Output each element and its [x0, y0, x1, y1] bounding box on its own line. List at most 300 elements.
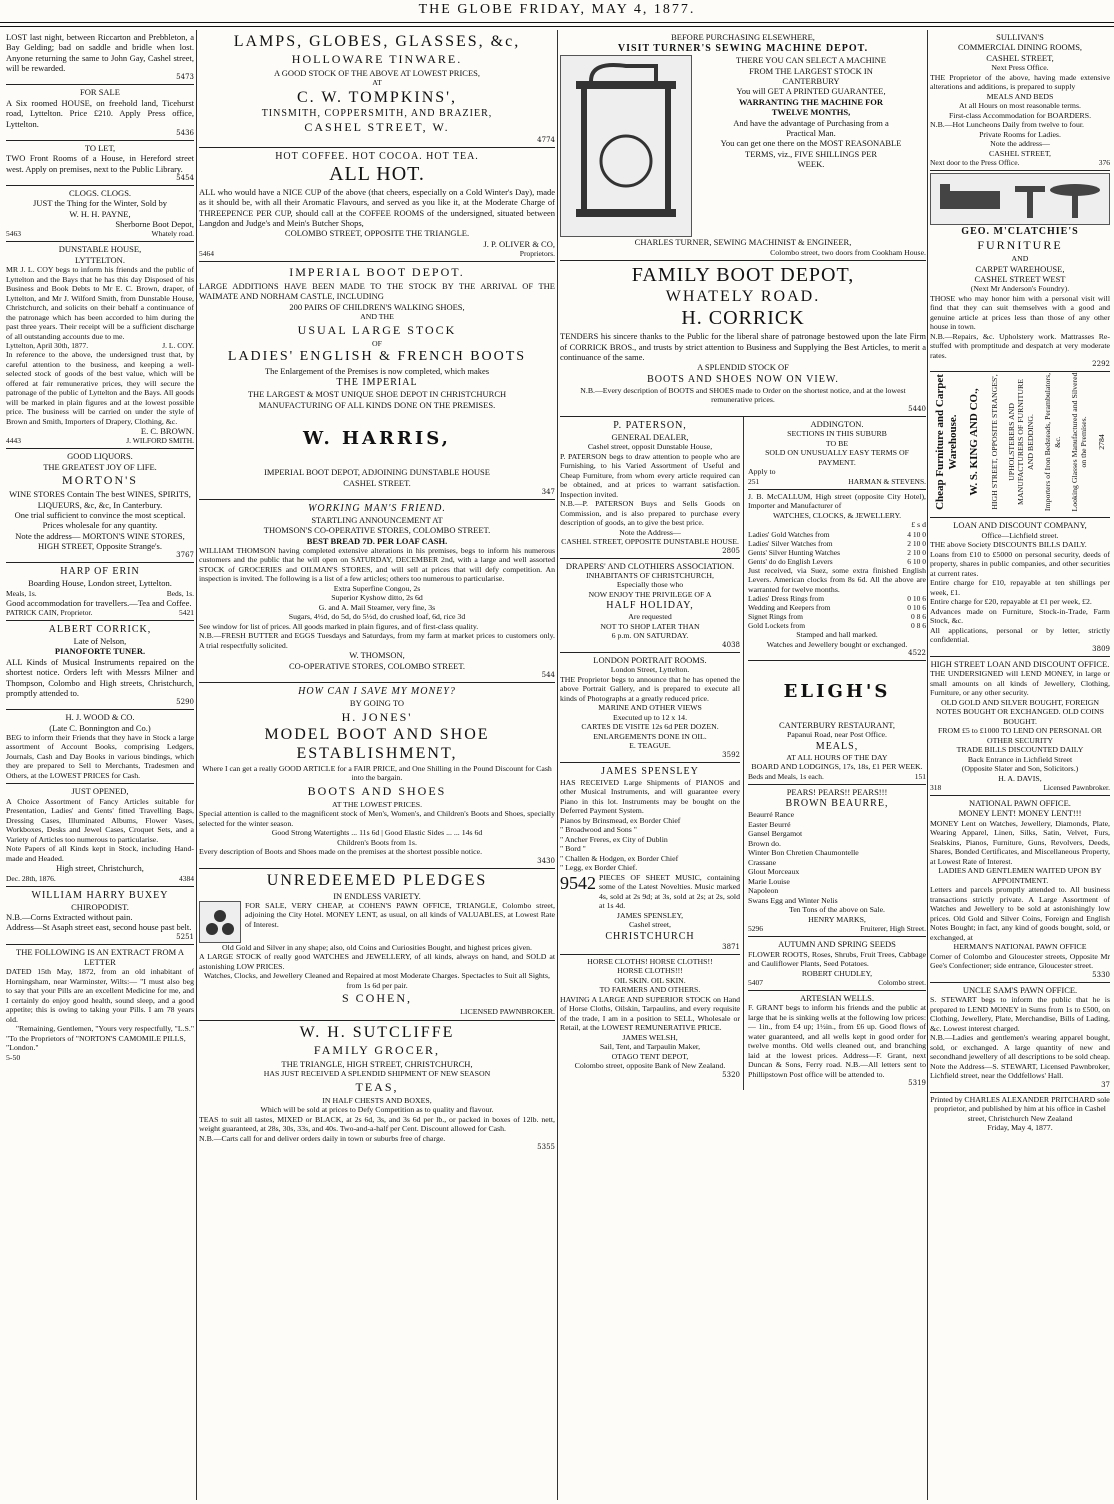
- ad-loan-discount: [930, 518, 1110, 656]
- ad-text: LOST last night, between Riccarton and Prebbleton, a Bay Gelding; bad on saddle and bridle when lost. Anyone returning the same to John Gay, Cashel street, will be rewarded.: [6, 32, 194, 74]
- column-2: [199, 30, 555, 1500]
- ad-address: (Next Mr Anderson's Foundry).: [970, 284, 1070, 294]
- list-item: " Bord ": [560, 844, 586, 854]
- ad-text: P. PATERSON begs to draw attention to people who are Furnishing, to his Varied Assortment of Useful and Cheap Furniture, from whom every article required can be obtained, and at prices to warrant satisfaction. Inspection invited.: [560, 451, 740, 499]
- ad-heading: JAMES SPENSLEY: [601, 765, 699, 777]
- ad-brand: MORTON'S: [62, 473, 138, 488]
- ad-address: Next door to the Press Office.: [930, 158, 1020, 168]
- ad-wood: [6, 710, 194, 784]
- ad-uncle-sams: [930, 983, 1110, 1093]
- ad-heading: THE GREATEST JOY OF LIFE.: [43, 461, 157, 472]
- ad-address: CASHEL STREET WEST: [974, 273, 1066, 284]
- ad-text: Stamped and hall marked.: [796, 630, 878, 640]
- ad-number: 5464: [199, 249, 214, 259]
- ad-and: AND: [1011, 254, 1029, 264]
- ad-text: Watches and Jewellery bought or exchanged.: [766, 639, 908, 649]
- ad-address: CASHEL STREET,: [986, 52, 1054, 63]
- ad-line: WARRANTING THE MACHINE FOR: [738, 96, 884, 107]
- ad-text: One trial sufficient to convince the most sceptical. Prices wholesale for any quantity.: [14, 509, 186, 531]
- ad-line: CANTERBURY: [782, 76, 840, 87]
- ad-of: OF: [372, 338, 382, 348]
- list-item: Easter Beurré: [748, 819, 791, 829]
- ad-text: THOSE who may honor him with a personal visit will find that they can suit themselves with a good and genuine article at prices less than those of any other house in town.: [930, 293, 1110, 332]
- ad-address: Note the address— MORTON'S WINE STORES, HIGH STREET, Opposite Strange's.: [15, 530, 185, 551]
- ad-heading: PEARS! PEARS!! PEARS!!!: [786, 786, 888, 797]
- ad-text: FROM £5 to £1000 TO LEND ON PERSONAL OR OTHER SECURITY: [937, 726, 1103, 745]
- ad-heading: THE FOLLOWING IS AN EXTRACT FROM A LETTER: [16, 946, 184, 968]
- ad-big-number: 9542: [560, 872, 596, 893]
- list-item: Superior Kyshow ditto, 2s 6d: [331, 593, 423, 603]
- ad-text: Beds and Meals, 1s each.: [748, 771, 824, 781]
- ad-camomile-pills: [6, 945, 194, 1066]
- ad-text: Looking Glasses Manufactured and Silvered on the Premises.: [1069, 372, 1089, 512]
- sewing-machine-illustration: [560, 55, 692, 237]
- column-4: [930, 30, 1110, 1500]
- ad-name: W. S. KING AND CO.,: [968, 388, 981, 496]
- ad-signature: "Remaining, Gentlemen, "Yours very respectfully, "L.S.": [15, 1024, 194, 1034]
- ad-role: Fruiterer, High Street.: [860, 924, 926, 934]
- ad-role: Licensed Pawnbroker.: [1043, 783, 1110, 793]
- ad-line: THERE YOU CAN SELECT A MACHINE: [736, 55, 886, 66]
- ad-number: 4443: [6, 436, 21, 446]
- ad-text: Back Entrance in Lichfield Street: [967, 754, 1073, 764]
- ad-national-pawn: [930, 796, 1110, 983]
- ad-signature: H. A. DAVIS,: [998, 773, 1042, 783]
- ad-text: Entire charge for £10, repayable at ten shillings per week, £1.: [930, 578, 1110, 597]
- imprint-text: Printed by CHARLES ALEXANDER PRITCHARD sole proprietor, and published by him at his office in Cashel street, Christchurch New Zealand: [930, 1094, 1110, 1123]
- ad-heading: USUAL LARGE STOCK: [297, 322, 457, 337]
- ad-heading: ADDINGTON.: [810, 418, 864, 429]
- ad-text: Advances made on Furniture, Stock-in-Trade, Farm Stock, &c.: [930, 606, 1110, 626]
- ad-text: BEG to inform their Friends that they have in Stock a large assortment of Account Books, comprising Ledgers, Journals, Cash and Day Books in various bindings, which they are prepared to Sell to Merchants, Tradesmen and Others, at the LOWEST PRICES for Cash.: [6, 732, 194, 780]
- ad-address: CASHEL STREET, W.: [304, 119, 450, 134]
- list-item: Glout Morceaux: [748, 867, 800, 877]
- ad-heading: LOAN AND DISCOUNT COMPANY,: [953, 520, 1087, 531]
- ad-role: Proprietors.: [519, 249, 555, 259]
- ad-heading: ELIGH'S: [783, 681, 891, 703]
- ad-line: You will GET A PRINTED GUARANTEE,: [736, 86, 886, 97]
- ad-text: A SPLENDID STOCK OF: [697, 362, 789, 373]
- ad-text: 6 p.m. ON SATURDAY.: [611, 631, 689, 641]
- column-divider: [927, 30, 928, 1500]
- ad-address: Cashel street,: [628, 920, 671, 930]
- ad-role: Sail, Tent, and Tarpaulin Maker,: [599, 1042, 701, 1052]
- ad-text: A Choice Assortment of Fancy Articles suitable for Presentation, Ladies' and Gents' fitted Travelling Bags, Dressing Cases, Illuminated Albums, Flower Vases, Workboxes, Desks and Jewel Cases, Croquet Sets, and a Variety of Articles too numerous to particularise.: [6, 796, 194, 844]
- ad-line: And have the advantage of Purchasing from a: [733, 117, 889, 128]
- ad-address: IMPERIAL BOOT DEPOT, ADJOINING DUNSTABLE HOUSE: [264, 467, 490, 478]
- ad-text: FLOWER ROOTS, Roses, Shrubs, Fruit Trees, Cabbage and Cauliflower Plants, Seed Potatoes.: [748, 949, 926, 969]
- list-item: " Broadwood and Sons ": [560, 825, 637, 835]
- ad-text: Good accommodation for travellers.—Tea and Coffee.: [6, 597, 192, 608]
- ad-heading: NATIONAL PAWN OFFICE.: [969, 798, 1071, 809]
- ad-heading: MONEY LENT! MONEY LENT!!!: [958, 808, 1082, 819]
- ad-number: 2805: [722, 546, 740, 555]
- ad-address: Address—St Asaph street east, second house past belt.: [6, 922, 192, 933]
- ad-text: PIECES OF SHEET MUSIC, containing some of the Latest Novelties. Music marked 4s, sold at 2s 9d; at 3s, sold at 2s; at 2s, sold at 1s 4d.: [599, 872, 740, 911]
- price-label: Wedding and Keepers from: [748, 603, 831, 613]
- ad-number: 5421: [179, 608, 194, 618]
- ad-text: F. GRANT begs to inform his friends and the public at large that he is sinking wells at the following low prices:— 1in., from £4 up; 1½in., from £6 up. Good flows of water guaranteed, and all wells kept in good order for twelve months. Old wells cleaned out, and branching laid at the lowest prices. Address—F. Grant, next Duncan & Sons, Ferry road. N.B.—All letters sent to Phillipstown Post office will be attended to.: [748, 1003, 926, 1079]
- ad-number: 5296: [748, 924, 763, 934]
- ad-heading: IMPERIAL BOOT DEPOT.: [289, 265, 465, 280]
- ad-just-opened: [6, 784, 194, 886]
- list-item: Winter Bon Chretien Chaumontelle: [748, 848, 859, 858]
- ad-signature: J. WILFORD SMITH.: [126, 436, 194, 446]
- ad-turner: [560, 30, 926, 261]
- ad-signature: W. THOMSON,: [349, 650, 405, 661]
- ad-text: CARTES DE VISITE 12s 6d PER DOZEN.: [581, 722, 719, 732]
- ad-heading: LADIES' ENGLISH & FRENCH BOOTS: [227, 349, 527, 365]
- ad-heading: WORKING MAN'S FRIEND.: [308, 502, 446, 514]
- ad-number: 5251: [176, 932, 194, 941]
- ad-address: Whately road.: [151, 229, 194, 239]
- ad-king: [930, 372, 1110, 518]
- ad-to-let: [6, 141, 194, 186]
- ad-text: Corner of Colombo and Gloucester streets, Opposite Mr Gee's Confectioner; side entrance, Gloucester street.: [930, 951, 1110, 971]
- ad-text: ENLARGEMENTS DONE IN OIL.: [593, 731, 707, 741]
- ad-heading: JUST OPENED,: [71, 786, 129, 797]
- column-3: [560, 30, 926, 1500]
- ad-text: MR J. L. COY begs to inform his friends and the public of Lyttelton and the Bays that he has this day Disposed of his Business and Book Debts to Mr E. C. Brown, draper, of Lyttelton, and Mr J. Wilford Smith, from Dunstable House, Christchurch, and solicits on their behalf a continuance of the patronage which has been accorded to him during the past three years. Their receipt will be a sufficient discharge of all outstanding accounts due to me.: [6, 265, 194, 341]
- ad-text: TO BE: [825, 438, 849, 448]
- ad-text: BEFORE PURCHASING ELSEWHERE,: [671, 32, 815, 42]
- ad-text: A GOOD STOCK OF THE ABOVE AT LOWEST PRICES,: [274, 68, 480, 78]
- ad-number: 3767: [176, 551, 194, 560]
- ad-note: Note the Address—: [619, 527, 681, 537]
- ad-text: Just received, via Suez, some extra finished English Levers. American clocks from 8s 6d. All the above are warranted for twelve months.: [748, 565, 926, 594]
- list-item: Extra Superfine Congou, 2s: [333, 583, 421, 593]
- ad-text: UPHOLSTERERS AND MANUFACTURERS OF FURNITURE AND BEDDING.: [1006, 379, 1035, 506]
- ad-heading: ALBERT CORRICK,: [48, 624, 152, 636]
- ad-text: THE above Society DISCOUNTS BILLS DAILY.: [930, 540, 1087, 550]
- ad-number: 376: [1098, 158, 1110, 168]
- ad-address: COLOMBO STREET, OPPOSITE THE TRIANGLE.: [284, 228, 470, 239]
- ad-heading: HOLLOWARE TINWARE.: [291, 52, 463, 66]
- ad-text: AT ALL HOURS OF THE DAY: [786, 752, 888, 762]
- ad-signature: CHARLES TURNER, SEWING MACHINIST & ENGINEER,: [634, 237, 852, 248]
- ad-text: HERMAN'S NATIONAL PAWN OFFICE: [953, 942, 1087, 952]
- ad-number: 318: [930, 783, 942, 793]
- ad-london-portrait-rooms: [560, 653, 740, 763]
- ad-text: BOARD AND LODGINGS, 17s, 18s, £1 PER WEEK.: [751, 762, 923, 772]
- ad-tompkins: [199, 30, 555, 148]
- ad-heading: CARPET WAREHOUSE,: [975, 263, 1065, 274]
- ad-text: Note Papers of all Kinds kept in Stock, including Hand-made and Headed.: [6, 844, 194, 863]
- ad-number: 251: [748, 476, 760, 486]
- ad-text: ALL Kinds of Musical Instruments repaired on the shortest notice. Orders left with Messrs Milner and Thompson, Colombo and High streets, Christchurch, promptly attended to.: [6, 656, 194, 698]
- column-3-right: [748, 417, 926, 1091]
- ad-text: LADIES AND GENTLEMEN WAITED UPON BY APPOINTMENT.: [938, 866, 1102, 885]
- ad-text: N.B.—Ladies and gentlemen's wearing apparel bought, sold, or exchanged. A large quantity of new and secondhand jewellery of all descriptions to be sold cheap.: [930, 1033, 1110, 1062]
- ad-high-street-loan: [930, 657, 1110, 796]
- ad-text: Boarding House, London street, Lyttelton.: [28, 578, 172, 589]
- ad-number: 2292: [1092, 360, 1110, 369]
- ad-number: 4522: [908, 649, 926, 658]
- price-value: 6 10 0: [907, 556, 926, 566]
- ad-heading: DUNSTABLE HOUSE,: [58, 244, 142, 255]
- ad-heading: TO LET,: [84, 142, 116, 153]
- ad-subheading: IN ENDLESS VARIETY.: [333, 890, 421, 901]
- furniture-illustration: [930, 173, 1110, 225]
- ad-signature: E. TEAGUE.: [629, 741, 671, 751]
- ad-beds: Beds, 1s.: [166, 588, 194, 598]
- ad-address: Colombo street, opposite Bank of New Zealand.: [574, 1061, 726, 1071]
- ad-heading: UNREDEEMED PLEDGES: [266, 871, 488, 889]
- list-item: Swans Egg and Winter Nelis: [748, 895, 838, 905]
- ad-text: THE Proprietor begs to announce that he has opened the above Portrait Gallery, and is prepared to execute all kinds of Photographs at a greatly reduced price.: [560, 674, 740, 703]
- ad-heading: PIANOFORTE TUNER.: [54, 646, 146, 657]
- ad-text: NOW ENJOY THE PRIVILEGE OF A: [588, 589, 712, 599]
- ad-heading: HORSE CLOTHS!!!: [617, 966, 683, 976]
- ad-all-hot: [199, 148, 555, 262]
- ad-heading: UNCLE SAM'S PAWN OFFICE.: [962, 984, 1078, 995]
- ad-clogs: [6, 186, 194, 242]
- ad-harp-of-erin: [6, 563, 194, 621]
- ad-heading: HARP OF ERIN: [60, 566, 140, 578]
- ad-number: 5463: [6, 229, 21, 239]
- ad-heading: ARTESIAN WELLS.: [800, 993, 874, 1004]
- ad-heading: WHATELY ROAD.: [665, 288, 821, 306]
- price-value: 0 8 6: [911, 612, 926, 622]
- ad-working-mans-friend: [199, 500, 555, 683]
- ad-name: C. W. TOMPKINS',: [296, 88, 458, 106]
- ad-signature: ROBERT CHUDLEY,: [801, 968, 873, 978]
- ad-address: CASHEL STREET,: [989, 148, 1051, 158]
- ad-text: MANUFACTURING OF ALL KINDS DONE ON THE PREMISES.: [258, 399, 496, 410]
- ad-text: A LARGE STOCK of really good WATCHES and JEWELLERY, of all kinds, always on hand, and SOLD at astonishing LOW PRICES.: [199, 952, 555, 971]
- ad-text: Old Gold and Silver in any shape; also, old Coins and Curiosities Bought, and highest prices given.: [222, 942, 532, 952]
- ad-text: See window for list of prices. All goods marked in plain figures, and of first-class quality.: [199, 621, 479, 631]
- ad-lost: [6, 30, 194, 85]
- ad-text: THOMSON'S CO-OPERATIVE STORES, COLOMBO STREET.: [263, 525, 491, 536]
- ad-number: 4384: [179, 873, 194, 883]
- column-divider: [196, 30, 197, 1500]
- ad-pears: [748, 785, 926, 937]
- ad-text: N.B.—P. PATERSON Buys and Sells Goods on Commission, and is also prepared to purchase every description of goods, an to give the best price.: [560, 499, 740, 528]
- ad-text: HAS RECEIVED Large Shipments of PIANOS and other Musical Instruments, and will guarantee every Piano in this lot. Instruments may be bought on the Deferred Payment System.: [560, 777, 740, 816]
- ad-heading: CLOGS. CLOGS.: [68, 187, 132, 198]
- ad-heading: ALL HOT.: [329, 162, 425, 185]
- list-item: Marie Louise: [748, 876, 790, 886]
- ad-dunstable-house: [6, 242, 194, 449]
- ad-bread: BEST BREAD 7D. PER LOAF CASH.: [306, 535, 448, 546]
- ad-text: JUST the Thing for the Winter, Sold by: [33, 198, 167, 209]
- ad-number: 5454: [176, 173, 194, 182]
- column-divider: [557, 30, 558, 1500]
- price-label: Signet Rings from: [748, 612, 804, 622]
- ad-text: AT THE LOWEST PRICES.: [331, 799, 423, 809]
- masthead-rule: [0, 22, 1114, 27]
- ad-text: LARGE ADDITIONS HAVE BEEN MADE TO THE STOCK BY THE ARRIVAL OF THE WAIMATE AND NORHAM CASTLE, INCLUDING: [199, 281, 555, 302]
- list-item: Brown do.: [748, 838, 781, 848]
- ad-text: A Six roomed HOUSE, on freehold land, Ticehurst road, Lyttelton. Price £210. Apply Press office, Lyttelton.: [6, 97, 194, 129]
- ad-text: Are requested: [628, 612, 672, 622]
- list-item: " Challen & Hodgen, ex Border Chief: [560, 853, 679, 863]
- ad-number: 544: [541, 671, 555, 680]
- ad-address: London Street, Lyttelton.: [610, 665, 690, 675]
- ad-seeds: [748, 937, 926, 991]
- ad-text: THE Proprietor of the above, having made extensive alterations and additions, is prepared to supply: [930, 72, 1110, 92]
- masthead-title: THE GLOBE FRIDAY, MAY 4, 1877.: [418, 2, 696, 17]
- list-item: Sugars, 4½d, do 5d, do 5½d, do crushed loaf, 6d, rice 3d: [288, 612, 466, 622]
- ad-number: 5407: [748, 978, 763, 988]
- ad-text: WILLIAM THOMSON having completed extensive alterations in his premises, begs to inform his numerous customers and the public that he will open on SATURDAY, DECEMBER 2nd, with a large and well assorted STOCK of GROCERIES and OILMAN'S STORES, and will sell at prices that will defy competition. An inspection is invited. The following is a list of a few articles; others too numerous to particularise.: [199, 545, 555, 584]
- ad-text: Watches, Clocks, and Jewellery Cleaned and Repaired at most Moderate Charges. Spectacles to Suit all Sights, from 1s 6d per pair.: [204, 971, 550, 990]
- ad-name: W. H. H. PAYNE,: [69, 208, 131, 219]
- ad-heading: P. PATERSON,: [613, 419, 687, 431]
- ad-price-row: Children's Boots from 1s.: [337, 837, 417, 847]
- ad-text: BY GOING TO: [349, 698, 405, 709]
- ad-number: 3430: [537, 856, 555, 865]
- ad-text: Note the Address—S. STEWART, Licensed Pawnbroker, Lichfield street, near the Oddfellows' Hall.: [930, 1061, 1110, 1081]
- price-value: 4 10 0: [907, 529, 926, 539]
- list-item: " Ancher Freres, ex City of Dublin: [560, 834, 668, 844]
- ad-date: Lyttelton, April 30th, 1877.: [6, 341, 89, 351]
- ad-line: TWELVE MONTHS,: [771, 107, 851, 118]
- ad-signature: E. C. BROWN.: [140, 426, 194, 437]
- ad-note: Note the address—: [990, 139, 1050, 149]
- ad-buxey: [6, 887, 194, 945]
- ad-meals: Meals, 1s.: [6, 588, 37, 598]
- ad-number: 3871: [722, 942, 740, 951]
- column-3-left: [560, 417, 744, 1091]
- ad-number: 5-50: [6, 1052, 21, 1062]
- ad-text: S. STEWART begs to inform the public that he is prepared to LEND MONEY in Sums from 1s to £500, on Clothing, Jewellery, Plate, Merchandise, Bills of Lading, &c. Lowest interest charged.: [930, 995, 1110, 1033]
- ad-heading: OIL SKIN. OIL SKIN.: [614, 975, 686, 985]
- list-item: Gansel Bergamot: [748, 829, 803, 839]
- ad-apply: Apply to: [748, 467, 776, 477]
- ad-heading: WILLIAM HARRY BUXEY: [31, 889, 169, 901]
- ad-heading: HALF HOLIDAY,: [606, 600, 694, 612]
- ad-text: SECTIONS IN THIS SUBURB: [787, 429, 887, 439]
- ad-text: N.B.—FRESH BUTTER and EGGS Tuesdays and Saturdays, from my farm at market prices to customers only. A trial respectfully solicited.: [199, 631, 555, 650]
- list-item: Napoleon: [748, 886, 779, 896]
- ad-number: 5473: [176, 73, 194, 82]
- ad-role: LICENSED PAWNBROKER.: [460, 1007, 555, 1017]
- ad-signature: J. P. OLIVER & CO,: [483, 238, 555, 249]
- ad-heading: BROWN BEAURRE,: [785, 798, 889, 810]
- ad-heading: SULLIVAN'S: [996, 32, 1044, 42]
- ad-text: J. B. McCALLUM, High street (opposite City Hotel), Importer and Manufacturer of: [748, 491, 926, 511]
- ad-jones: [199, 683, 555, 868]
- ad-trade: TINSMITH, COPPERSMITH, AND BRAZIER,: [261, 107, 493, 119]
- ad-number: 3592: [722, 750, 740, 759]
- ad-name: W. HARRIS,: [303, 428, 451, 450]
- list-item: G. and A. Mail Steamer, very fine, 3s: [318, 602, 436, 612]
- ad-text: Every description of Boots and Shoes made on the premises at the shortest possible notice.: [199, 847, 483, 857]
- ad-address: HIGH STREET, OPPOSITE STRANGES',: [989, 374, 999, 510]
- ad-text: N.B.—Corns Extracted without pain.: [6, 912, 133, 923]
- ad-text: STARTLING ANNOUNCEMENT AT: [311, 514, 443, 525]
- ad-text: MARINE AND OTHER VIEWS: [598, 703, 702, 713]
- ad-horse-cloths: [560, 955, 740, 1082]
- ad-number: 5290: [176, 698, 194, 707]
- ad-number: 151: [914, 771, 926, 781]
- ad-name: H. JONES': [341, 709, 413, 724]
- ad-heading: VISIT TURNER'S SEWING MACHINE DEPOT.: [617, 43, 869, 55]
- ad-number: 2784: [1096, 434, 1106, 451]
- ad-text: N.B.—Repairs, &c. Upholstery work. Mattrasses Re-stuffed with promptitude and despatch at very moderate rates.: [930, 331, 1110, 360]
- ad-text: THE LARGEST & MOST UNIQUE SHOE DEPOT IN CHRISTCHURCH: [247, 389, 507, 400]
- ad-text: Which will be sold at prices to Defy Competition as to quality and flavour.: [260, 1105, 494, 1115]
- ad-text: 200 PAIRS OF CHILDREN'S WALKING SHOES,: [289, 301, 465, 312]
- vertical-ad-text: [930, 372, 1110, 512]
- ad-heading: DRAPERS' AND CLOTHIERS ASSOCIATION.: [565, 560, 735, 571]
- ad-subheading: GENERAL DEALER,: [611, 431, 689, 442]
- ad-address: CO-OPERATIVE STORES, COLOMBO STREET.: [288, 660, 466, 671]
- ad-text: TEAS to suit all tastes, MIXED or BLACK, at 2s 6d, 3s, and 3s 6d per lb., or packed in boxes of 12lb. nett, weight guaranteed, at 28s, 30s, 33s, and 40s. Two-and-a-half per Cent. Discount allowed for Cash.: [199, 1114, 555, 1134]
- ad-paterson: [560, 417, 740, 559]
- ad-text: Especially those who: [616, 580, 684, 590]
- imprint-date: Friday, May 4, 1877.: [987, 1123, 1053, 1133]
- ad-address: High street, Christchurch,: [56, 863, 144, 874]
- price-label: Ladies' Silver Watches from: [748, 538, 833, 548]
- item-list: [199, 584, 555, 622]
- ad-albert-corrick: [6, 621, 194, 710]
- ad-line: WEEK.: [797, 158, 825, 169]
- ad-heading: AUTUMN AND SPRING SEEDS: [778, 939, 896, 950]
- ad-subheading: (Late C. Bonnington and Co.): [49, 722, 151, 733]
- ad-heading: W. H. SUTCLIFFE: [299, 1023, 455, 1041]
- ad-line: FROM THE LARGEST STOCK IN: [749, 65, 873, 76]
- ad-shop: OTAGO TENT DEPOT,: [611, 1051, 689, 1061]
- ad-text: HAVING A LARGE AND SUPERIOR STOCK on Hand of Horse Cloths, Oilskin, Tarpaulins, and every requisite of the trade, I am in a position to SELL, Wholesale or Retail, at the LOWEST REMUNERATIVE PRICE.: [560, 994, 740, 1033]
- list-item: " Legg, ex Border Chief.: [560, 863, 638, 873]
- ad-address: Colombo street, two doors from Cookham House.: [770, 247, 926, 257]
- imprint: [930, 1093, 1110, 1136]
- ad-text: Executed up to 12 x 14.: [612, 712, 688, 722]
- ad-signature: JAMES WELSH,: [622, 1032, 678, 1042]
- ad-spensley: [560, 763, 740, 955]
- ad-imperial-boot-depot: [199, 262, 555, 500]
- list-item: Beaurré Rance: [748, 810, 795, 820]
- ad-elighs: [748, 661, 926, 785]
- ad-heading: FURNITURE: [977, 238, 1063, 253]
- ad-number: 5319: [908, 1079, 926, 1088]
- ad-subheading: COMMERCIAL DINING ROOMS,: [957, 42, 1083, 53]
- ad-text: All applications, personal or by letter, strictly confidential.: [930, 625, 1110, 645]
- ad-heading: GEO. M'CLATCHIE'S: [961, 226, 1079, 238]
- ad-text: NOT TO SHOP LATER THAN: [600, 621, 700, 631]
- price-value: 2 10 0: [907, 547, 926, 557]
- ad-subheading: CANTERBURY RESTAURANT,: [779, 720, 895, 731]
- price-value: 2 10 0: [907, 538, 926, 548]
- ad-heading: FAMILY BOOT DEPOT,: [631, 264, 855, 287]
- ad-address: Cashel street, opposit Dunstable House,: [587, 442, 713, 452]
- ad-address: Colombo street.: [878, 978, 926, 988]
- ad-text: THE UNDERSIGNED will LEND MONEY, in large or small amounts on all kinds of Jewellery, Clothing, Furniture, or any other security.: [930, 669, 1110, 698]
- ad-signature: PATRICK CAIN, Proprietor.: [6, 608, 93, 618]
- pawn-balls-icon: [199, 901, 241, 943]
- ad-text: FOR SALE, VERY CHEAP, at COHEN'S PAWN OFFICE, TRIANGLE, Colombo street, adjoining the City Hotel. MONEY LENT, as usual, on all kinds of VALUABLES, at Lowest Rate of Interest.: [245, 900, 555, 929]
- ad-subheading: CHIROPODIST.: [71, 901, 129, 912]
- ad-text: TENDERS his sincere thanks to the Public for the liberal share of patronage bestowed upon the late Firm of CORRICK BROS., and trusts by strict attention to Business and Supplying the Best Articles, to merit a continuance of the same.: [560, 331, 926, 362]
- ad-text: Private Rooms for Ladies.: [979, 129, 1061, 139]
- ad-address: Sherborne Boot Depot,: [115, 219, 194, 230]
- ad-number: 5440: [908, 404, 926, 413]
- ad-text: N.B.—Every description of BOOTS and SHOES made to Order on the shortest notice, and at the lowest remunerative prices.: [580, 385, 906, 405]
- ad-mortons: [6, 449, 194, 563]
- ad-signature: HENRY MARKS,: [808, 914, 866, 924]
- ad-for-sale: [6, 85, 194, 140]
- ad-heading: H. J. WOOD & CO.: [65, 712, 135, 723]
- ad-text: Importers of Iron Bedsteads, Perambulators, &c.: [1043, 373, 1062, 512]
- ad-text: TWO Front Rooms of a House, in Hereford street west. Apply on premises, next to the Public Library.: [6, 153, 194, 174]
- ad-heading: TEAS,: [355, 1079, 399, 1094]
- ad-heading: HORSE CLOTHS! HORSE CLOTHS!!: [587, 956, 713, 966]
- ad-addington: [748, 417, 926, 490]
- ad-city: CHRISTCHURCH: [605, 930, 695, 942]
